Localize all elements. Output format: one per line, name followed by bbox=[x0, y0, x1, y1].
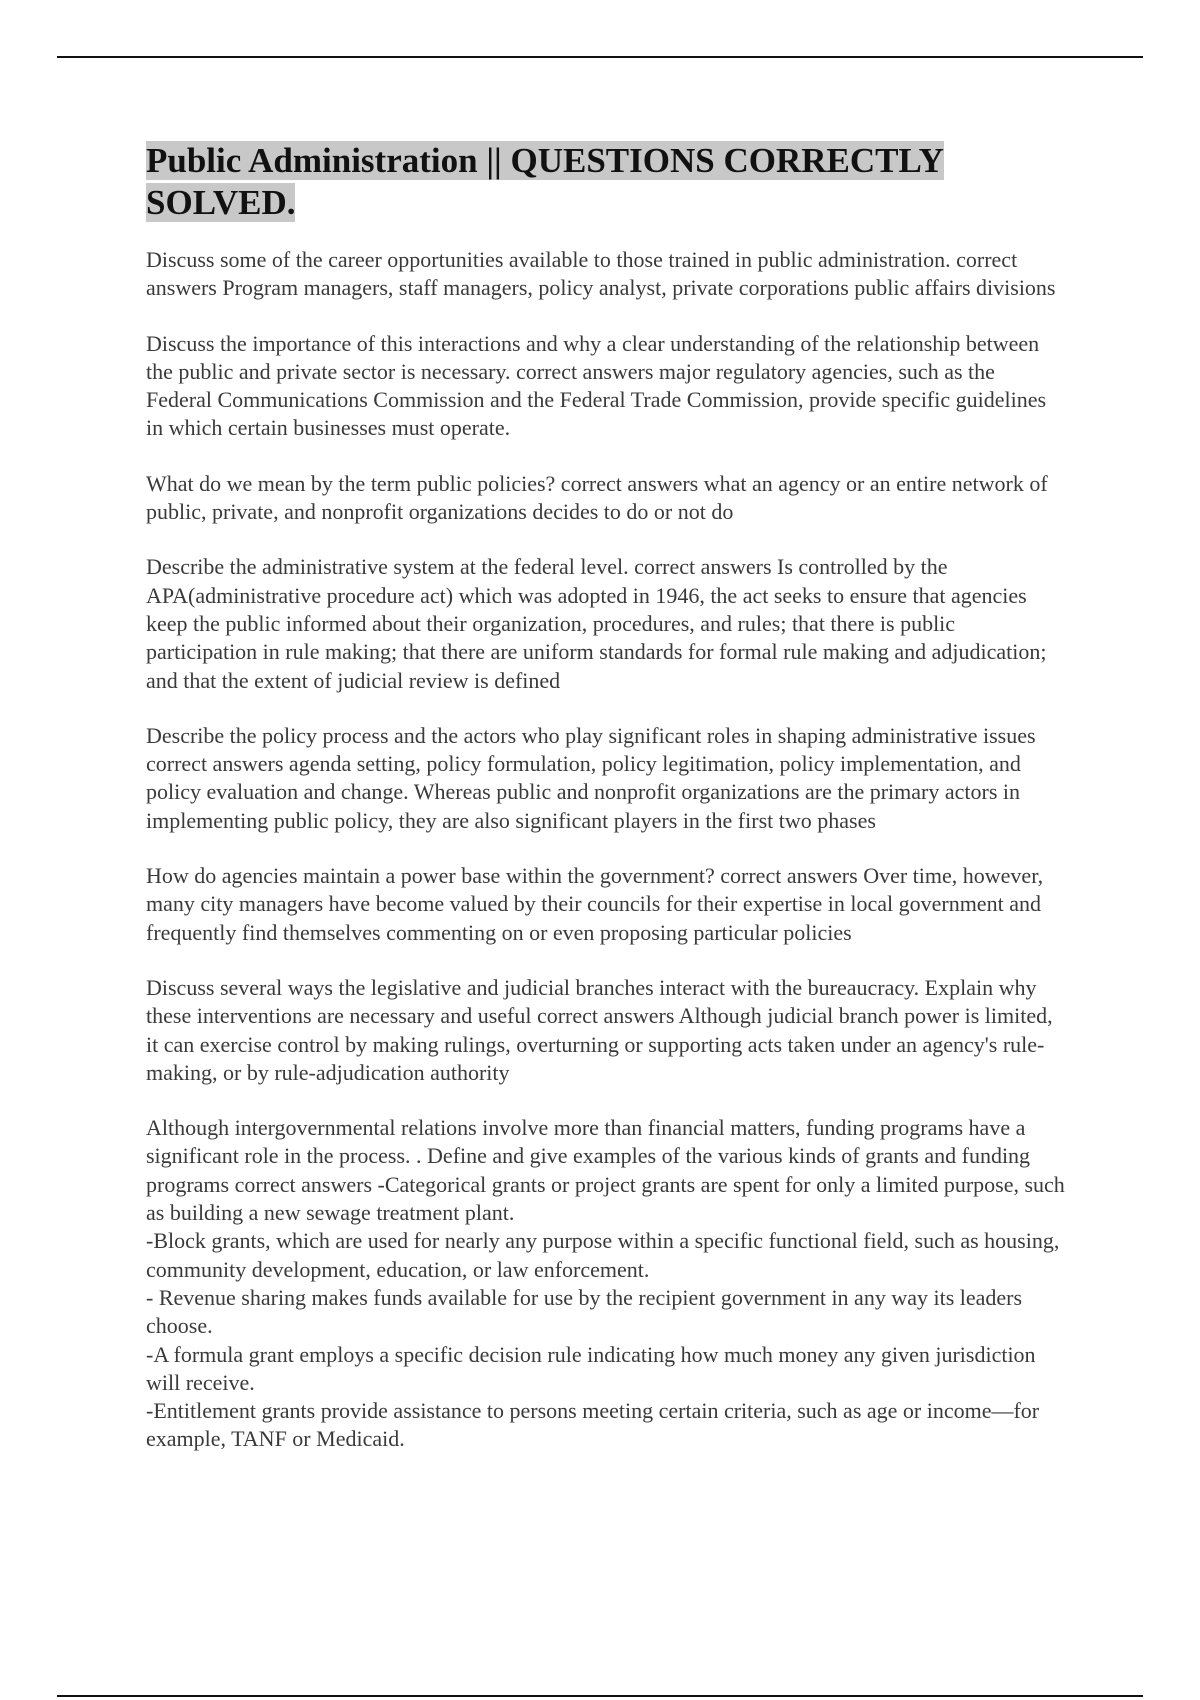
qa-entry: Discuss the importance of this interactions and why a clear understanding of the relationship between the public and private sector is necessary. correct answers major regulatory agencies, such as the Federal Communications Commission and the Federal Trade Commission, provide specific guidelines in which certain businesses must operate. bbox=[146, 330, 1047, 441]
grants-entitlement-line: -Entitlement grants provide assistance to persons meeting certain criteria, such as age or income—for example, TANF or Medicaid. bbox=[146, 1398, 1040, 1452]
top-rule bbox=[57, 56, 1143, 58]
grants-intro-line: Although intergovernmental relations involve more than financial matters, funding programs have a significant role in the process. . Define and give examples of the various kinds of grants and funding programs correct answers -Categorical grants or project grants are spent for only a limited purpose, such as building a new sewage treatment plant. bbox=[146, 1115, 1065, 1226]
grants-block-line: -Block grants, which are used for nearly any purpose within a specific functional field, such as housing, community development, education, or law enforcement. bbox=[146, 1228, 1060, 1282]
qa-entry: How do agencies maintain a power base within the government? correct answers Over time, however, many city managers have become valued by their councils for their expertise in local government and frequently find themselves commenting on or even proposing particular policies bbox=[146, 863, 1044, 945]
document-body bbox=[146, 140, 1066, 1481]
document-title bbox=[146, 140, 1066, 224]
qa-entry: Discuss some of the career opportunities available to those trained in public administration. correct answers Program managers, staff managers, policy analyst, private corporations public affairs divisions bbox=[146, 247, 1056, 301]
qa-entry: Describe the administrative system at the federal level. correct answers Is controlled by the APA(administrative procedure act) which was adopted in 1946, the act seeks to ensure that agencies keep the public informed about their organization, procedures, and rules; that there is public participation in rule making; that there are uniform standards for formal rule making and adjudication; and that the extent of judicial review is defined bbox=[146, 554, 1047, 693]
qa-entry: Discuss several ways the legislative and judicial branches interact with the bureaucracy. Explain why these interventions are necessary and useful correct answers Although judicial branch power is limited, it can exercise control by making rulings, overturning or supporting acts taken under an agency's rule-making, or by rule-adjudication authority bbox=[146, 974, 1053, 1085]
bottom-rule bbox=[57, 1695, 1143, 1697]
grants-revenue-sharing-line: - Revenue sharing makes funds available for use by the recipient government in any way its leaders choose. bbox=[146, 1284, 1023, 1339]
qa-entry-grants bbox=[146, 1114, 1066, 1454]
qa-entry: What do we mean by the term public policies? correct answers what an agency or an entire network of public, private, and nonprofit organizations decides to do or not do bbox=[146, 470, 1048, 525]
qa-entry: Describe the policy process and the actors who play significant roles in shaping administrative issues correct answers agenda setting, policy formulation, policy legitimation, policy implementation, and policy evaluation and change. Whereas public and nonprofit organizations are the primary actors in implementing public policy, they are also significant players in the first two phases bbox=[146, 722, 1036, 833]
grants-formula-line: -A formula grant employs a specific decision rule indicating how much money any given jurisdiction will receive. bbox=[146, 1341, 1036, 1395]
document-title-text: Public Administration || QUESTIONS CORRECTLY SOLVED. bbox=[146, 141, 944, 222]
